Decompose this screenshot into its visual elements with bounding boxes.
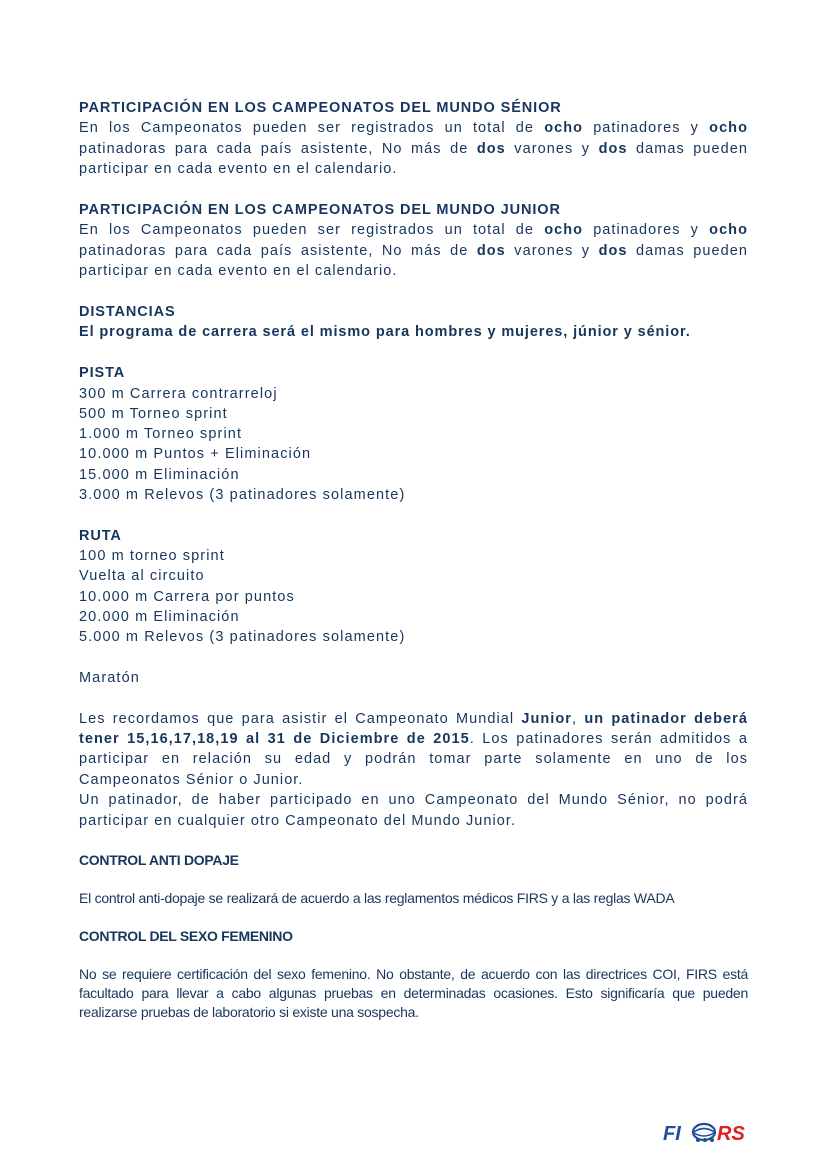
list-item: 10.000 m Puntos + Eliminación <box>79 446 312 463</box>
junior-paragraph: En los Campeonatos pueden ser registrados un total de ocho patinadores y ocho patinadoras para cada país asistente, No más de dos varones y dos damas pueden participar en cada evento en el calendario. <box>79 222 748 280</box>
firs-logo <box>663 1118 763 1146</box>
pista-list <box>79 384 748 506</box>
logo-text-right: RS <box>717 1123 745 1145</box>
junior-heading: PARTICIPACIÓN EN LOS CAMPEONATOS DEL MUNDO JUNIOR <box>79 202 561 219</box>
antidoping-heading: CONTROL ANTI DOPAJE <box>79 852 239 869</box>
ruta-list <box>79 546 748 647</box>
document-body <box>79 98 748 1022</box>
list-item: 100 m torneo sprint <box>79 548 225 565</box>
distancias-heading: DISTANCIAS <box>79 304 176 321</box>
firs-logo-graphic <box>663 1118 763 1146</box>
reminder-paragraph-2: Un patinador, de haber participado en uno Campeonato del Mundo Sénior, no podrá participar en cualquier otro Campeonato del Mundo Junior. <box>79 792 748 829</box>
list-item: 300 m Carrera contrarreloj <box>79 385 278 402</box>
list-item: 15.000 m Eliminación <box>79 466 240 483</box>
distancias-subtitle: El programa de carrera será el mismo para hombres y mujeres, júnior y sénior. <box>79 324 691 341</box>
list-item: Vuelta al circuito <box>79 568 205 585</box>
senior-heading: PARTICIPACIÓN EN LOS CAMPEONATOS DEL MUNDO SÉNIOR <box>79 100 562 116</box>
list-item: 1.000 m Torneo sprint <box>79 426 243 443</box>
skate-globe-icon <box>693 1124 715 1142</box>
list-item: 5.000 m Relevos (3 patinadores solamente) <box>79 629 406 646</box>
logo-text-left: FI <box>663 1123 681 1145</box>
ruta-heading: RUTA <box>79 527 122 544</box>
antidoping-text: El control anti-dopaje se realizará de acuerdo a las reglamentos médicos FIRS y a las reglas WADA <box>79 890 675 907</box>
sexo-text: No se requiere certificación del sexo femenino. No obstante, de acuerdo con las directrices COI, FIRS está facultado para llevar a cabo algunas pruebas en determinadas ocasiones. Esto significaría que pueden realizarse pruebas de laboratorio si existe una sospecha. <box>79 966 748 1021</box>
list-item: 3.000 m Relevos (3 patinadores solamente) <box>79 487 406 504</box>
list-item: 10.000 m Carrera por puntos <box>79 588 295 605</box>
maraton-text: Maratón <box>79 669 140 686</box>
sexo-heading: CONTROL DEL SEXO FEMENINO <box>79 928 293 945</box>
list-item: 20.000 m Eliminación <box>79 609 240 625</box>
pista-heading: PISTA <box>79 365 126 382</box>
senior-paragraph: En los Campeonatos pueden ser registrados un total de ocho patinadores y ocho patinadoras para cada país asistente, No más de dos varones y dos damas pueden participar en cada evento en el calendario. <box>79 120 748 178</box>
list-item: 500 m Torneo sprint <box>79 405 228 422</box>
reminder-paragraph: Les recordamos que para asistir el Campeonato Mundial Junior, un patinador deberá tener 15,16,17,18,19 al 31 de Diciembre de 2015. Los patinadores serán admitidos a participar en relación su edad y podrán tomar parte solamente en uno de los Campeonatos Sénior o Junior. <box>79 710 748 788</box>
